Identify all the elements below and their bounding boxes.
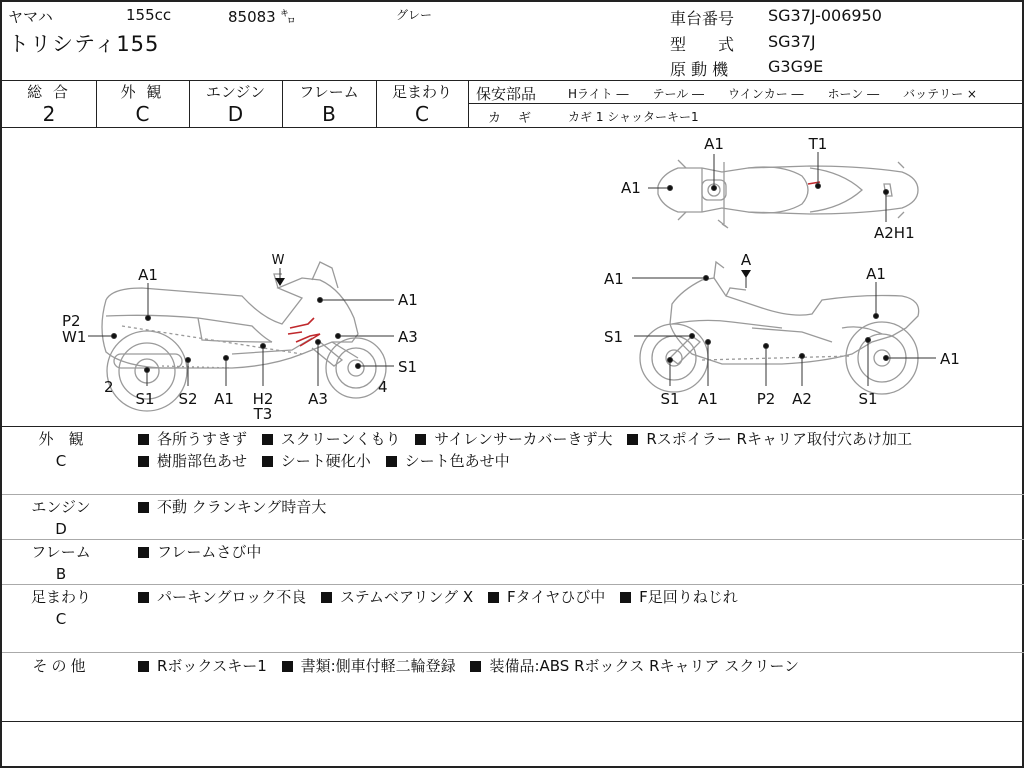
diagram-label: A2H1 <box>874 224 915 242</box>
diagram-label: A3 <box>308 390 328 408</box>
diagram-label: A1 <box>866 265 886 283</box>
scooter-top-view <box>658 160 918 228</box>
diagram-label: P2 <box>62 312 81 330</box>
section-other-title <box>2 655 120 677</box>
note-row <box>138 450 922 472</box>
note-item: サイレンサーカバーきず大 <box>415 430 612 448</box>
diagram-label: H2 <box>252 390 274 408</box>
divider <box>2 539 1024 540</box>
diagram-label: P2 <box>756 390 776 408</box>
diagram-label: W1 <box>62 328 87 346</box>
grade-value: B <box>322 102 336 126</box>
diagram-label: A1 <box>704 135 724 153</box>
safety-items: Hライト ― テール ― ウインカー ― ホーン ― バッテリー × <box>568 87 977 101</box>
diagram-label: A1 <box>214 390 234 408</box>
grade-label: フレーム <box>299 83 359 101</box>
diagram-label: S1 <box>858 390 878 408</box>
note-item: 装備品:ABS Rボックス Rキャリア スクリーン <box>470 657 799 675</box>
grade-label: 外 観 <box>120 83 165 101</box>
engine-label: 原 動 機 <box>670 60 729 79</box>
note-item: フレームさび中 <box>138 543 261 561</box>
diagram-label: S1 <box>135 390 155 408</box>
section-grade: B <box>55 565 67 583</box>
note-item: 樹脂部色あせ <box>138 452 247 470</box>
diagram-label: A3 <box>398 328 418 346</box>
section-exterior-title <box>2 428 120 472</box>
section-title: 外 観 <box>38 430 84 448</box>
diagram-label: A1 <box>398 291 418 309</box>
note-row <box>138 541 271 563</box>
diagram-label: A1 <box>698 390 718 408</box>
section-title: 足まわり <box>30 588 91 606</box>
section-title: エンジン <box>31 498 91 516</box>
displacement: 155cc <box>126 6 172 24</box>
divider <box>2 494 1024 495</box>
type-value: SG37J <box>768 32 816 51</box>
note-row <box>138 496 336 518</box>
note-row <box>138 586 748 608</box>
diagram-label: A2 <box>792 390 812 408</box>
note-row <box>138 655 809 677</box>
section-exterior-items <box>138 428 922 472</box>
diagram-label: A1 <box>621 179 641 197</box>
note-row <box>138 428 922 450</box>
frame-no-label: 車台番号 <box>670 9 735 28</box>
diagram-label: T1 <box>808 135 828 153</box>
diagram-label: A1 <box>604 270 624 288</box>
safety-title: 保安部品 <box>476 85 537 103</box>
section-grade: C <box>55 610 67 628</box>
section-other-items <box>138 655 809 677</box>
section-suspension-items <box>138 586 748 608</box>
type-label: 型 式 <box>670 35 735 54</box>
diagram-label: 4 <box>378 378 388 396</box>
grade-value: 2 <box>42 102 56 126</box>
model-name: トリシティ155 <box>8 32 160 56</box>
arrow-icon <box>741 270 751 278</box>
diagram-label: W <box>271 253 285 268</box>
diagram-label: A1 <box>940 350 960 368</box>
color: グレー <box>396 8 433 22</box>
note-item: Rボックスキー1 <box>138 657 267 675</box>
note-item: シート色あせ中 <box>386 452 510 470</box>
note-item: シート硬化小 <box>262 452 371 470</box>
divider <box>2 584 1024 585</box>
note-item: 各所うすきず <box>138 430 247 448</box>
key-label: カ ギ <box>488 111 534 126</box>
section-grade: D <box>55 520 67 538</box>
note-item: 不動 クランキング時音大 <box>138 498 326 516</box>
divider <box>2 721 1024 722</box>
diagram-label: S1 <box>398 358 418 376</box>
note-item: パーキングロック不良 <box>138 588 306 606</box>
key-value: カギ 1 シャッターキー1 <box>568 110 699 124</box>
section-title: その他 <box>32 657 90 675</box>
divider <box>2 426 1024 427</box>
divider <box>2 80 1024 81</box>
diagram-label: A <box>740 251 752 269</box>
diagram-label: 2 <box>104 378 114 396</box>
grade-label: エンジン <box>205 83 266 101</box>
grade-label: 総 合 <box>27 83 71 101</box>
section-frame-title <box>2 541 120 585</box>
frame-no: SG37J-006950 <box>768 6 882 25</box>
divider <box>468 80 469 127</box>
grade-frame <box>282 82 376 126</box>
maker: ヤマハ <box>8 8 53 26</box>
diagram-label: A1 <box>138 266 158 284</box>
section-engine-title <box>2 496 120 540</box>
mileage: 85083 ㌔ <box>228 8 296 26</box>
section-suspension-title <box>2 586 120 630</box>
diagram-label: T3 <box>253 405 273 423</box>
grade-value: C <box>415 102 429 126</box>
engine-value: G3G9E <box>768 57 824 76</box>
diagram-label: S2 <box>178 390 198 408</box>
grade-total <box>2 82 96 126</box>
section-grade: C <box>55 452 67 470</box>
damage-diagram <box>2 128 1022 426</box>
note-item: Fタイヤひび中 <box>488 588 605 606</box>
section-frame-items <box>138 541 271 563</box>
note-item: ステムベアリング X <box>321 588 473 606</box>
grade-engine <box>189 82 282 126</box>
grade-suspension <box>376 82 468 126</box>
section-title: フレーム <box>31 543 91 561</box>
grade-value: D <box>227 102 244 126</box>
note-item: 書類:側車付軽二輪登録 <box>282 657 456 675</box>
note-item: スクリーンくもり <box>262 430 401 448</box>
grade-exterior <box>96 82 189 126</box>
grade-label: 足まわり <box>391 83 452 101</box>
divider <box>468 103 1024 104</box>
divider <box>2 652 1024 653</box>
grade-value: C <box>135 102 150 126</box>
diagram-label: S1 <box>660 390 680 408</box>
note-item: Rスポイラー Rキャリア取付穴あけ加工 <box>627 430 912 448</box>
diagram-label: S1 <box>604 328 624 346</box>
section-engine-items <box>138 496 336 518</box>
note-item: F足回りねじれ <box>620 588 738 606</box>
